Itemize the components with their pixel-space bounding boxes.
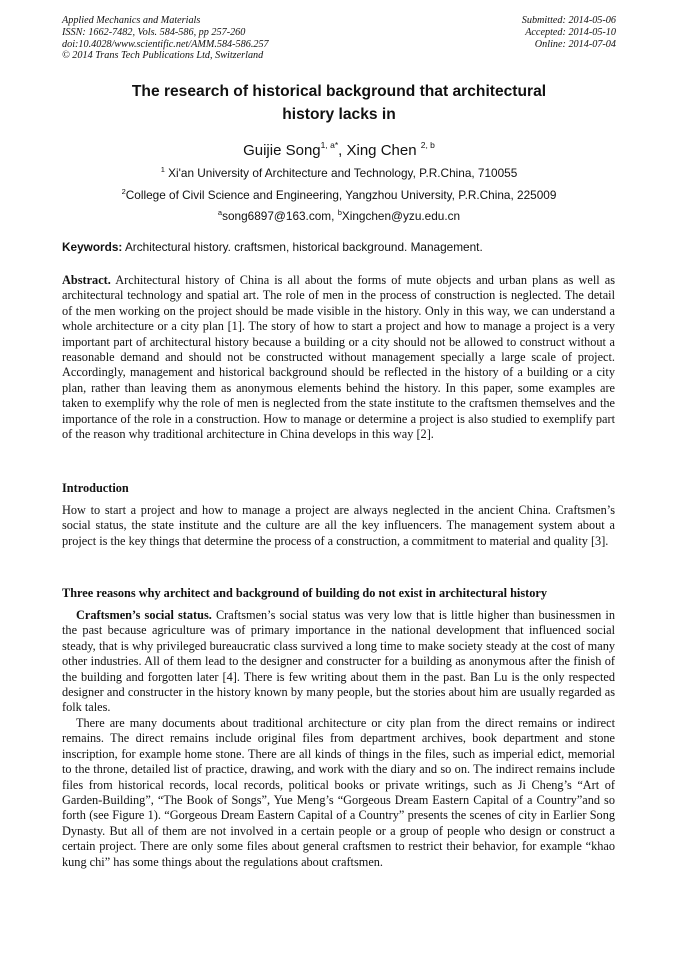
affiliation-1-marker: 1 [160, 165, 165, 174]
social-status-paragraph [62, 608, 615, 716]
title-line-1: The research of historical background that architectural [131, 83, 547, 100]
author-list [62, 136, 616, 160]
journal-header [62, 15, 616, 65]
title-line-2: history lacks in [282, 106, 396, 123]
keywords-text: Architectural history. craftsmen, historical background. Management. [122, 240, 483, 254]
copyright-line: © 2014 Trans Tech Publications Ltd, Switzerland [62, 50, 264, 62]
introduction-heading: Introduction [62, 481, 129, 495]
online-date: Online: 2014-07-04 [534, 38, 616, 50]
affiliation-2-text: College of Civil Science and Engineering, Yangzhou University, P.R.China, 225009 [125, 188, 557, 202]
email-1-marker: a [217, 208, 223, 217]
email-1[interactable]: song6897@163.com, [222, 209, 338, 223]
author-2-name: Xing Chen [346, 142, 421, 159]
paper-title [62, 80, 616, 126]
publication-info [62, 15, 269, 62]
keywords-line [62, 240, 616, 254]
abstract-text: Architectural history of China is all about the forms of mute objects and urban plans as well as architectural technology and spatial art. The role of men in the process of construction is neglected. The detail of the men working on the project should be made visible in the history. Only in this way, we can understand a whole architecture or a city plan [1]. The story of how to start a project and how to manage a project is a very important part of architectural history because a building or a city should not be allowed to construct without a reasonable demand and should not be constructed without management specially a large scale of project. Accordingly, management and historical background should be reflected in the history of a building or a city plan, rather than leaving them as anonymous elements behind the history. In this paper, some examples are taken to exemplify why the role of men is neglected from the state institute to the craftsmen themselves and the importance of the role in a construction. How to manage or determine a project is also studied to exemplify part of the reason why traditional architecture in China develops in this way [2]. [62, 273, 615, 442]
submitted-date: Submitted: 2014-05-06 [521, 15, 616, 26]
author-2-marker: 2, b [420, 140, 435, 150]
author-1-name: Guijie Song [243, 142, 321, 159]
abstract-paragraph [62, 273, 615, 442]
abstract-label: Abstract. [62, 273, 111, 287]
email-line [62, 206, 616, 223]
documents-paragraph: There are many documents about traditional architecture or city plan from the direct remains or indirect remains. The direct remains include original files from department archives, book department and stone inscription, for example home stone. There are all kinds of things in the files, such as imperial edict, memorial to the throne, detailed list of practice, drawing, and work with the diary and so on. The indirect remains include files from historical records, local records, political books or private writings, such as Ji Cheng’s “Art of Garden-Building”, “The Book of Songs”, Yue Meng’s “Gorgeous Dream Eastern Capital of a Country”and so forth (see Figure 1). “Gorgeous Dream Eastern Capital of a Country” presents the scenes of city in Earlier Song Dynasty. But all of them are not involved in a certain people or a group of people who design or construct a certain project. There are only some files about general craftsmen to restrict their behavior, for example “khao kung chi” has some things about the regulations about craftsmen. [62, 716, 615, 869]
affiliation-2-marker: 2 [121, 187, 126, 196]
reasons-heading: Three reasons why architect and background of building do not exist in architectural history [62, 586, 547, 600]
introduction-paragraph: How to start a project and how to manage a project are always neglected in the ancient China. Craftsmen’s social status, the state institute and the culture are all the key influencers. The management system about a project is the key things that determine the process of a construction, a commitment to material and quality [3]. [62, 503, 615, 548]
author-1-marker: 1, a* [320, 140, 339, 150]
social-status-lead: Craftsmen’s social status. [76, 608, 212, 622]
author-separator: , [338, 142, 347, 159]
issn-line: ISSN: 1662-7482, Vols. 584-586, pp 257-260 [62, 26, 246, 38]
email-2[interactable]: Xingchen@yzu.edu.cn [341, 209, 461, 223]
social-status-text: Craftsmen’s social status was very low that is little higher than businessmen in the past because agriculture was of primary importance in the national development that influenced social steady, that is why privileged bureaucratic class survived a long time to make society steady at the cost of many other industries. All of them lead to the designer and constructer for a building as anonymous after the finish of the building and forgotten later [4]. There is few writing about them in the past. Ban Lu is the only respected designer and constructer in the history known by many people, but the stories about him are usually regarded as folk tales. [62, 608, 615, 715]
dates-info [522, 15, 616, 50]
keywords-label: Keywords: [62, 240, 123, 254]
doi-line[interactable]: doi:10.4028/www.scientific.net/AMM.584-586.257 [62, 38, 269, 50]
accepted-date: Accepted: 2014-05-10 [525, 26, 616, 38]
email-2-marker: b [337, 208, 342, 217]
affiliation-2 [62, 185, 616, 202]
journal-name: Applied Mechanics and Materials [62, 15, 201, 26]
affiliation-1-text: Xi'an University of Architecture and Technology, P.R.China, 710055 [164, 166, 518, 180]
affiliation-1 [62, 163, 616, 180]
